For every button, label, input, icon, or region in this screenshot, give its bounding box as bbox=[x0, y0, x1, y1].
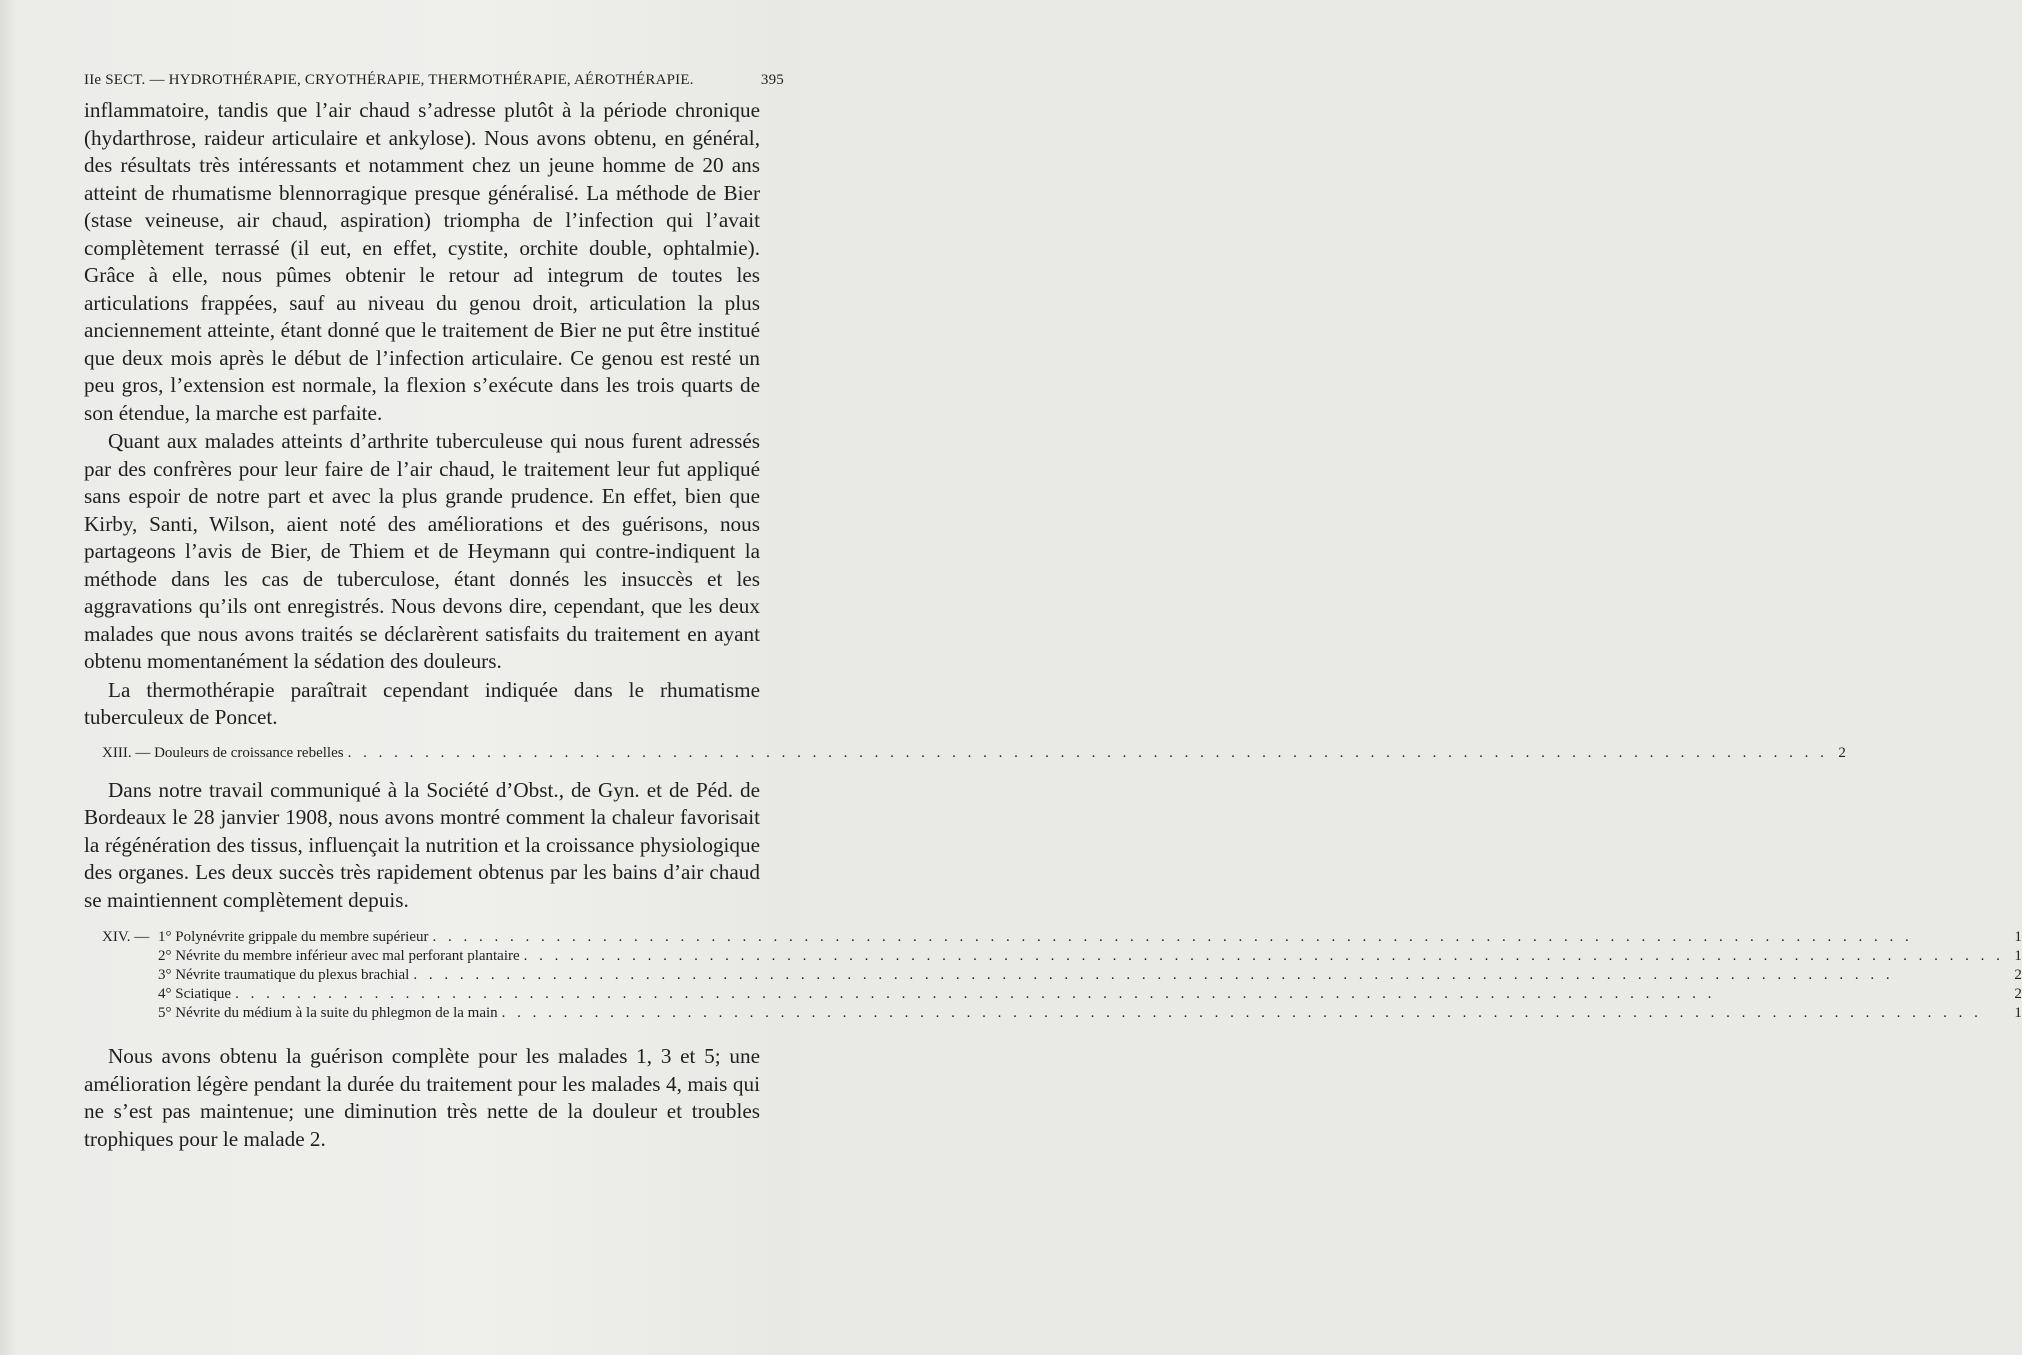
page-number: 395 bbox=[760, 72, 784, 88]
paragraph-2: Quant aux malades atteints d’arthrite tuberculeuse qui nous furent adressés par des confrères pour leur faire de l’air chaud, le traitement leur fut appliqué sans espoir de notre part et avec la plus grande prudence. En effet, bien que Kirby, Santi, Wilson, aient noté des améliorations et des guérisons, nous partageons l’avis de Bier, de Thiem et de Heymann qui contre-indiquent la méthode dans les cas de tuberculose, étant donnés les insuccès et les aggravations qu’ils ont enregistrés. Nous devons dire, cependant, que les deux malades que nous avons traités se déclarèrent satisfaits du traitement en ayant obtenu momentanément la sédation des douleurs. bbox=[84, 429, 760, 673]
case-label: 1° Polynévrite grippale du membre supérieur bbox=[158, 929, 429, 945]
case-list-xiv bbox=[102, 928, 2022, 1023]
case-list-prefix: XIV. — bbox=[102, 929, 150, 945]
case-row bbox=[158, 966, 2022, 985]
leader-dots bbox=[235, 985, 2004, 1004]
case-list-xiii bbox=[102, 744, 1846, 763]
case-count: 1 bbox=[2014, 929, 2022, 945]
case-row bbox=[102, 744, 1846, 763]
case-count: 1 bbox=[2014, 1005, 2022, 1021]
case-row bbox=[158, 928, 2022, 947]
case-row bbox=[158, 1004, 2022, 1023]
leader-dots bbox=[413, 966, 2004, 985]
case-count: 2 bbox=[2014, 967, 2022, 983]
case-count: 1 bbox=[2014, 948, 2022, 964]
leader-dots bbox=[348, 744, 1828, 763]
case-row bbox=[158, 985, 2022, 1004]
case-label: 4° Sciatique bbox=[158, 986, 232, 1002]
paragraph-5: Nous avons obtenu la guérison complète pour les malades 1, 3 et 5; une amélioration légère pendant la durée du traitement pour les malades 4, mais qui ne s’est pas maintenue; une diminution très nette de la douleur et troubles trophiques pour le malade 2. bbox=[84, 1044, 760, 1151]
case-label: 3° Névrite traumatique du plexus brachial bbox=[158, 967, 410, 983]
paragraph-1: inflammatoire, tandis que l’air chaud s’adresse plutôt à la période chronique (hydarthrose, raideur articulaire et ankylose). Nous avons obtenu, en général, des résultats très intéressants et notamment chez un jeune homme de 20 ans atteint de rhumatisme blennorragique presque généralisé. La méthode de Bier (stase veineuse, air chaud, aspiration) triompha de l’infection qui l’avait complètement terrassé (il eut, en effet, cystite, orchite double, ophtalmie). Grâce à elle, nous pûmes obtenir le retour ad integrum de toutes les articulations frappées, sauf au niveau du genou droit, articulation la plus anciennement atteinte, étant donné que le traitement de Bier ne put être institué que deux mois après le début de l’infection articulaire. Ce genou est resté un peu gros, l’extension est normale, la flexion s’exécute dans les trois quarts de son étendue, la marche est parfaite. bbox=[84, 98, 760, 425]
paragraph-3: La thermothérapie paraîtrait cependant indiquée dans le rhumatisme tuberculeux de Poncet. bbox=[84, 677, 760, 729]
leader-dots bbox=[502, 1004, 2004, 1023]
page-body bbox=[84, 97, 2022, 1153]
case-count: 2 bbox=[1838, 744, 1846, 761]
case-label: 2° Névrite du membre inférieur avec mal perforant plantaire bbox=[158, 948, 520, 964]
case-count: 2 bbox=[2014, 986, 2022, 1002]
running-header bbox=[84, 72, 784, 89]
case-label: 5° Névrite du médium à la suite du phlegmon de la main bbox=[158, 1005, 498, 1021]
leader-dots bbox=[524, 947, 2004, 966]
case-row bbox=[158, 947, 2022, 966]
running-title: IIe SECT. — HYDROTHÉRAPIE, CRYOTHÉRAPIE, THERMOTHÉRAPIE, AÉROTHÉRAPIE. bbox=[84, 72, 694, 88]
case-label: XIII. — Douleurs de croissance rebelles bbox=[102, 744, 344, 761]
paragraph-4: Dans notre travail communiqué à la Société d’Obst., de Gyn. et de Péd. de Bordeaux le 28 janvier 1908, nous avons montré comment la chaleur favorisait la régénération des tissus, influençait la nutrition et la croissance physiologique des organes. Les deux succès très rapidement obtenus par les bains d’air chaud se maintiennent complètement depuis. bbox=[84, 777, 760, 912]
leader-dots bbox=[433, 928, 2004, 947]
